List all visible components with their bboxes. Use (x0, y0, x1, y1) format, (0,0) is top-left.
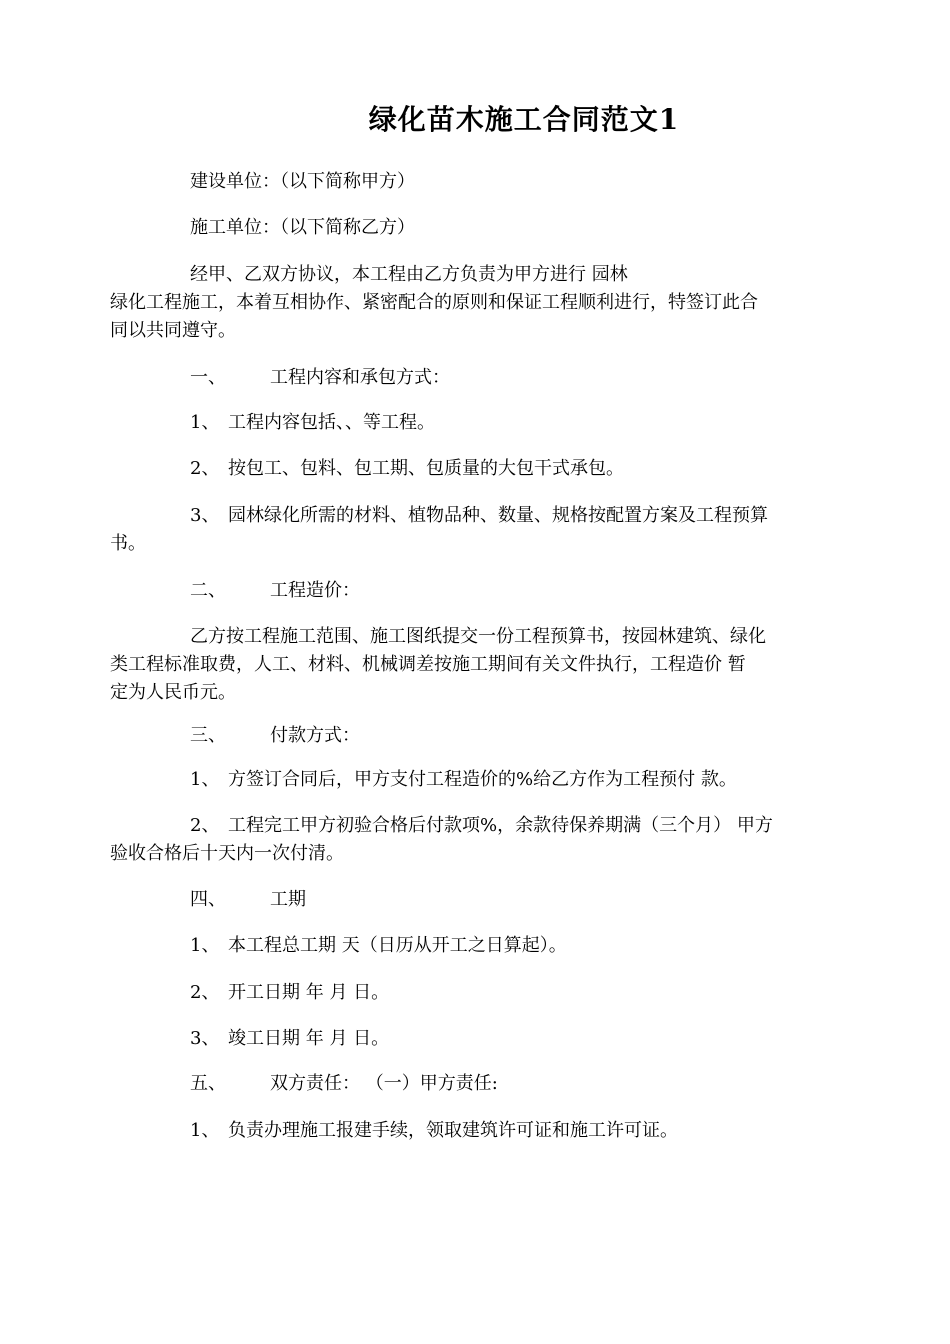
section-2-para-line-2: 类工程标准取费，人工、材料、机械调差按施工期间有关文件执行，工程造价 暂 (110, 654, 746, 675)
section-1-item-3-cont: 书。 (110, 533, 146, 554)
section-title: 付款方式： (270, 725, 360, 746)
item-text: 负责办理施工报建手续，领取建筑许可证和施工许可证。 (228, 1120, 678, 1141)
section-5-item-1 (190, 1117, 842, 1145)
section-4-item-3 (190, 1025, 842, 1053)
section-title: 工期 (270, 889, 306, 910)
section-2-heading (190, 577, 842, 605)
item-number: 1、 (190, 935, 220, 956)
section-5-heading (190, 1070, 842, 1098)
section-number: 一、 (190, 367, 226, 388)
section-1-item-1 (190, 409, 842, 437)
item-number: 2、 (190, 815, 220, 836)
item-text: 竣工日期 年 月 日。 (228, 1028, 390, 1049)
section-3-item-2-cont: 验收合格后十天内一次付清。 (110, 843, 344, 864)
item-text: 按包工、包料、包工期、包质量的大包干式承包。 (228, 458, 624, 479)
section-3-item-2 (190, 812, 842, 840)
section-title: 工程造价： (270, 580, 360, 601)
item-number: 3、 (190, 505, 220, 526)
section-title: 工程内容和承包方式： (270, 367, 450, 388)
item-text: 本工程总工期 天（日历从开工之日算起）。 (228, 935, 567, 956)
intro-line-3: 同以共同遵守。 (110, 320, 236, 341)
section-3-item-1 (190, 766, 842, 794)
item-number: 2、 (190, 458, 220, 479)
section-title: 双方责任： （一）甲方责任: (270, 1073, 498, 1094)
section-1-heading (190, 364, 842, 392)
item-number: 1、 (190, 1120, 220, 1141)
section-4-item-1 (190, 932, 842, 960)
party-a-line: 建设单位：（以下简称甲方） (190, 171, 415, 192)
item-text: 园林绿化所需的材料、植物品种、数量、规格按配置方案及工程预算 (228, 505, 768, 526)
section-number: 四、 (190, 889, 226, 910)
item-number: 2、 (190, 982, 220, 1003)
intro-line-2: 绿化工程施工，本着互相协作、紧密配合的原则和保证工程顺利进行，特签订此合 (110, 292, 758, 313)
item-text: 工程内容包括、、等工程。 (228, 412, 435, 433)
section-number: 三、 (190, 725, 226, 746)
item-number: 1、 (190, 769, 220, 790)
item-number: 1、 (190, 412, 220, 433)
section-1-item-2 (190, 455, 842, 483)
party-b-line: 施工单位：（以下简称乙方） (190, 217, 415, 238)
item-text: 方签订合同后，甲方支付工程造价的%给乙方作为工程预付 款。 (228, 769, 737, 790)
section-number: 二、 (190, 580, 226, 601)
section-2-para-line-3: 定为人民币元。 (110, 682, 236, 703)
section-3-heading (190, 722, 842, 750)
intro-line-1: 经甲、乙双方协议，本工程由乙方负责为甲方进行 园林 (190, 264, 628, 285)
item-text: 工程完工甲方初验合格后付款项%，余款待保养期满（三个月） 甲方 (228, 815, 773, 836)
item-number: 3、 (190, 1028, 220, 1049)
section-4-heading (190, 886, 842, 914)
section-2-para-line-1: 乙方按工程施工范围、施工图纸提交一份工程预算书，按园林建筑、绿化 (190, 626, 766, 647)
item-text: 开工日期 年 月 日。 (228, 982, 390, 1003)
section-1-item-3 (190, 502, 842, 530)
document-title: 绿化苗木施工合同范文1 (368, 103, 680, 136)
section-number: 五、 (190, 1073, 226, 1094)
section-4-item-2 (190, 979, 842, 1007)
